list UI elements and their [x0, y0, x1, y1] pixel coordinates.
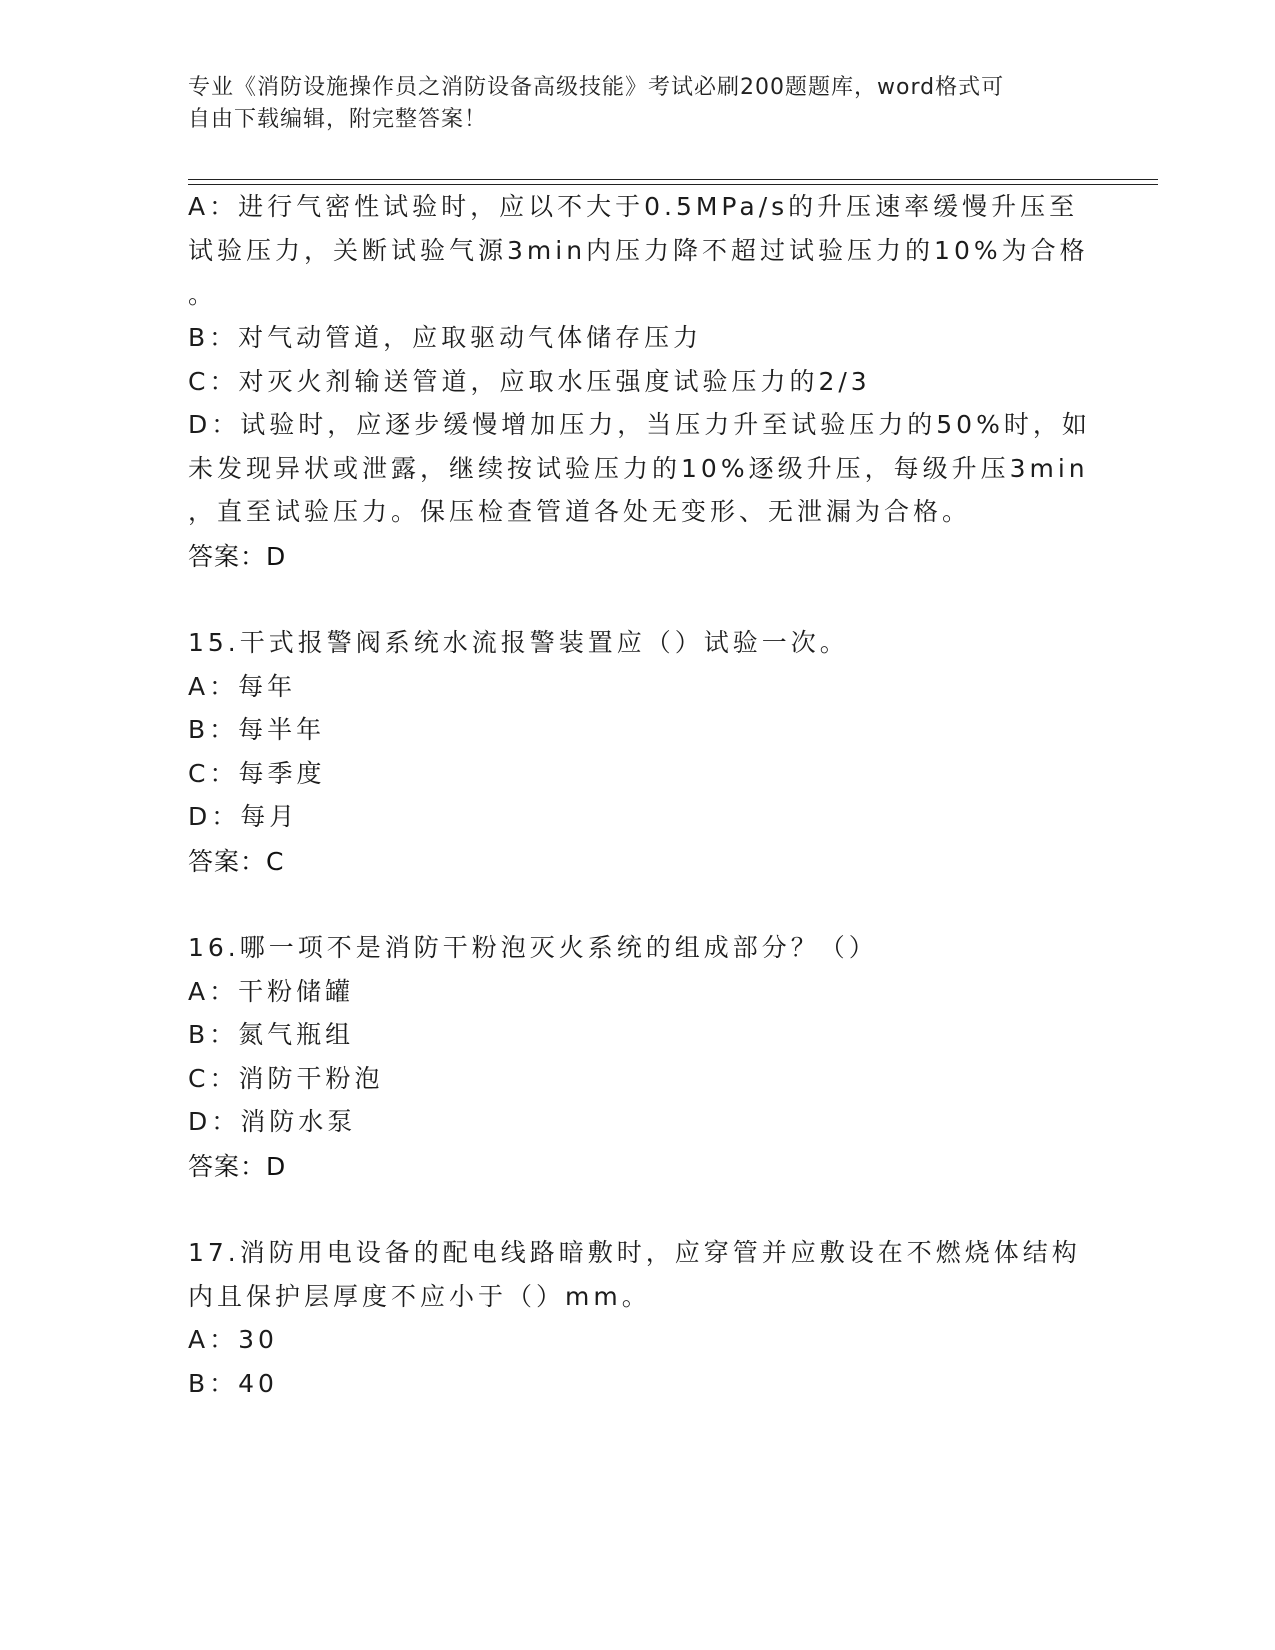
- q16-option-d: D：消防水泵: [188, 1107, 357, 1136]
- q17-question-line-1: 17.消防用电设备的配电线路暗敷时，应穿管并应敷设在不燃烧体结构: [188, 1238, 1081, 1267]
- q16-option-a: A：干粉储罐: [188, 977, 355, 1006]
- q16-option-b: B：氮气瓶组: [188, 1020, 355, 1049]
- header-line-2: 自由下载编辑，附完整答案！: [188, 107, 488, 132]
- q14-option-d-line-1: D：试验时，应逐步缓慢增加压力，当压力升至试验压力的50%时，如: [188, 410, 1091, 439]
- q16-answer: 答案：D: [188, 1152, 287, 1181]
- q15-answer: 答案：C: [188, 847, 285, 876]
- q14-answer: 答案：D: [188, 542, 287, 571]
- q16-option-c: C：消防干粉泡: [188, 1064, 384, 1093]
- q14-option-c: C：对灭火剂输送管道，应取水压强度试验压力的2/3: [188, 367, 871, 396]
- q14-option-a-line-1: A：进行气密性试验时，应以不大于0.5MPa/s的升压速率缓慢升压至: [188, 192, 1079, 221]
- q15-option-c: C：每季度: [188, 759, 326, 788]
- q15-option-b: B：每半年: [188, 715, 326, 744]
- header-divider-bottom: [188, 184, 1158, 185]
- q14-option-a-line-3: 。: [188, 280, 218, 309]
- q15-option-d: D：每月: [188, 802, 299, 831]
- q14-option-d-line-2: 未发现异状或泄露，继续按试验压力的10%逐级升压，每级升压3min: [188, 454, 1089, 483]
- q14-option-d-line-3: ，直至试验压力。保压检查管道各处无变形、无泄漏为合格。: [188, 497, 972, 526]
- q17-option-b: B：40: [188, 1369, 278, 1398]
- q15-question: 15.干式报警阀系统水流报警装置应（）试验一次。: [188, 628, 849, 657]
- header-divider-top: [188, 179, 1158, 180]
- q14-option-b: B：对气动管道，应取驱动气体储存压力: [188, 323, 703, 352]
- header-line-1: 专业《消防设施操作员之消防设备高级技能》考试必刷200题题库，word格式可: [188, 75, 1005, 100]
- q14-option-a-line-2: 试验压力，关断试验气源3min内压力降不超过试验压力的10%为合格: [188, 236, 1089, 265]
- q17-question-line-2: 内且保护层厚度不应小于（）mm。: [188, 1282, 651, 1311]
- q17-option-a: A：30: [188, 1325, 278, 1354]
- document-header: [188, 72, 1068, 136]
- q16-question: 16.哪一项不是消防干粉泡灭火系统的组成部分？（）: [188, 933, 878, 962]
- q15-option-a: A：每年: [188, 672, 297, 701]
